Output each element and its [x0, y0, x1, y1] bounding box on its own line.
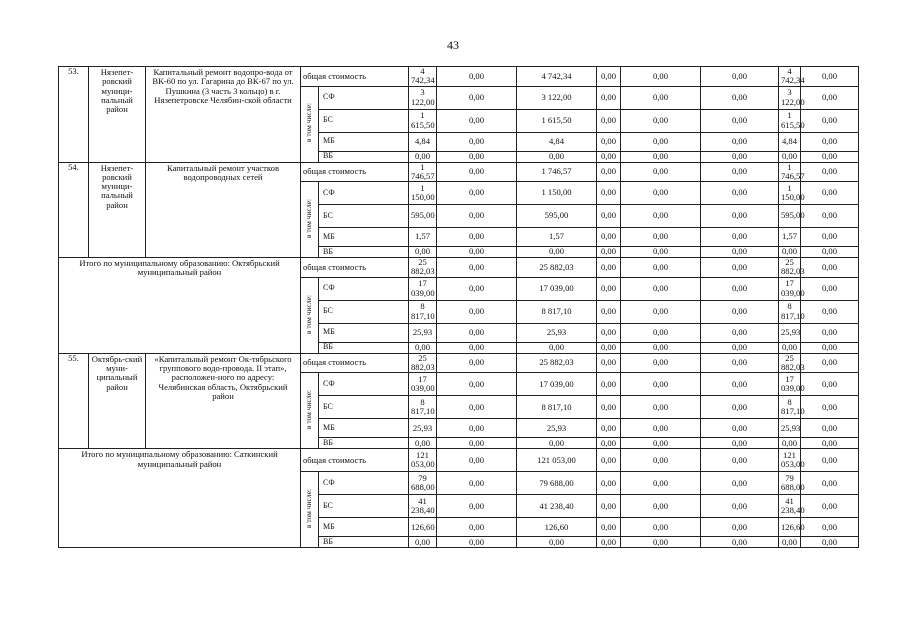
value-cell: 0,00	[801, 537, 859, 548]
value-cell: 0,00	[409, 438, 437, 449]
value-cell: 0,00	[621, 323, 701, 342]
value-cell: 0,00	[437, 228, 517, 247]
value-cell: 41 238,40	[779, 495, 801, 518]
value-cell: 0,00	[621, 419, 701, 438]
value-cell: 0,00	[701, 419, 779, 438]
source-label: ВБ	[319, 438, 409, 449]
value-cell: 0,00	[437, 323, 517, 342]
value-cell: 0,00	[437, 247, 517, 258]
value-cell: 17 039,00	[779, 373, 801, 396]
source-label: СФ	[319, 472, 409, 495]
value-cell: 0,00	[701, 247, 779, 258]
value-cell: 0,00	[701, 277, 779, 300]
value-cell: 0,00	[779, 537, 801, 548]
source-label: ВБ	[319, 151, 409, 162]
value-cell: 595,00	[779, 205, 801, 228]
value-cell: 0,00	[597, 373, 621, 396]
source-label: МБ	[319, 228, 409, 247]
value-cell: 126,60	[517, 518, 597, 537]
value-cell: 0,00	[801, 373, 859, 396]
value-cell: 17 039,00	[779, 277, 801, 300]
value-cell: 126,60	[409, 518, 437, 537]
value-cell: 121 053,00	[517, 449, 597, 472]
value-cell: 0,00	[597, 258, 621, 278]
value-cell: 0,00	[801, 438, 859, 449]
in-that-number-label	[301, 182, 319, 258]
source-label: СФ	[319, 182, 409, 205]
value-cell: 0,00	[801, 132, 859, 151]
value-cell: 8 817,10	[779, 396, 801, 419]
value-cell: 0,00	[409, 537, 437, 548]
source-label: БС	[319, 396, 409, 419]
value-cell: 0,00	[801, 419, 859, 438]
value-cell: 0,00	[437, 438, 517, 449]
value-cell: 17 039,00	[409, 373, 437, 396]
cost-label: общая стоимость	[301, 67, 409, 87]
value-cell: 0,00	[701, 151, 779, 162]
value-cell: 0,00	[517, 151, 597, 162]
value-cell: 0,00	[621, 373, 701, 396]
value-cell: 0,00	[701, 258, 779, 278]
in-that-number-label	[301, 86, 319, 162]
financing-table	[58, 66, 859, 548]
value-cell: 4 742,34	[517, 67, 597, 87]
value-cell: 0,00	[801, 151, 859, 162]
value-cell: 0,00	[597, 472, 621, 495]
value-cell: 0,00	[621, 182, 701, 205]
value-cell: 0,00	[597, 182, 621, 205]
cost-label: общая стоимость	[301, 353, 409, 373]
value-cell: 0,00	[437, 518, 517, 537]
value-cell: 0,00	[701, 342, 779, 353]
in-that-number-label	[301, 277, 319, 353]
total-row	[59, 258, 859, 278]
page-number: 43	[447, 38, 459, 52]
project-description: Капитальный ремонт участков водопроводных сетей	[146, 162, 301, 258]
value-cell: 0,00	[701, 449, 779, 472]
cost-label: общая стоимость	[301, 449, 409, 472]
value-cell: 3 122,00	[779, 86, 801, 109]
value-cell: 0,00	[801, 323, 859, 342]
item-number: 55.	[59, 353, 89, 449]
value-cell: 0,00	[701, 537, 779, 548]
value-cell: 0,00	[409, 247, 437, 258]
value-cell: 0,00	[597, 396, 621, 419]
value-cell: 0,00	[621, 518, 701, 537]
value-cell: 0,00	[597, 151, 621, 162]
source-label: ВБ	[319, 342, 409, 353]
source-label: ВБ	[319, 247, 409, 258]
value-cell: 0,00	[801, 228, 859, 247]
value-cell: 0,00	[801, 277, 859, 300]
value-cell: 1 746,57	[517, 162, 597, 182]
value-cell: 0,00	[701, 162, 779, 182]
value-cell: 1 615,50	[779, 109, 801, 132]
value-cell: 0,00	[701, 323, 779, 342]
value-cell: 0,00	[621, 472, 701, 495]
value-cell: 0,00	[779, 247, 801, 258]
vertical-label-text: в том числе:	[304, 198, 314, 239]
value-cell: 0,00	[701, 472, 779, 495]
value-cell: 17 039,00	[517, 277, 597, 300]
value-cell: 0,00	[597, 300, 621, 323]
value-cell: 0,00	[621, 396, 701, 419]
value-cell: 0,00	[701, 495, 779, 518]
value-cell: 0,00	[597, 449, 621, 472]
value-cell: 0,00	[701, 205, 779, 228]
value-cell: 0,00	[701, 132, 779, 151]
value-cell: 0,00	[597, 419, 621, 438]
value-cell: 0,00	[437, 109, 517, 132]
value-cell: 1,57	[517, 228, 597, 247]
in-that-number-label	[301, 472, 319, 548]
value-cell: 0,00	[517, 438, 597, 449]
value-cell: 0,00	[801, 495, 859, 518]
value-cell: 25 882,03	[517, 258, 597, 278]
value-cell: 0,00	[621, 205, 701, 228]
value-cell: 3 122,00	[517, 86, 597, 109]
value-cell: 0,00	[701, 396, 779, 419]
value-cell: 0,00	[597, 205, 621, 228]
total-label: Итого по муниципальному образованию: Октябрьский муниципальный район	[59, 258, 301, 354]
value-cell: 0,00	[597, 353, 621, 373]
value-cell: 1 615,50	[409, 109, 437, 132]
vertical-label-text: в том числе:	[304, 294, 314, 334]
value-cell: 0,00	[437, 537, 517, 548]
vertical-label-text: в том числе:	[304, 489, 314, 529]
value-cell: 1 746,57	[779, 162, 801, 182]
value-cell: 1 150,00	[779, 182, 801, 205]
project-description: «Капитальный ремонт Ок-тябрьского группового водо-провода. II этап», расположен-ного по адресу: Челябинская область, Октябрьский район	[146, 353, 301, 449]
value-cell: 0,00	[621, 495, 701, 518]
source-label: БС	[319, 495, 409, 518]
value-cell: 0,00	[597, 518, 621, 537]
value-cell: 0,00	[437, 396, 517, 419]
value-cell: 25,93	[517, 323, 597, 342]
value-cell: 0,00	[801, 353, 859, 373]
value-cell: 0,00	[701, 228, 779, 247]
value-cell: 595,00	[409, 205, 437, 228]
value-cell: 121 053,00	[409, 449, 437, 472]
value-cell: 1 150,00	[409, 182, 437, 205]
value-cell: 25 882,03	[779, 353, 801, 373]
value-cell: 0,00	[437, 419, 517, 438]
value-cell: 0,00	[801, 162, 859, 182]
value-cell: 4,84	[779, 132, 801, 151]
value-cell: 0,00	[701, 438, 779, 449]
value-cell: 121 053,00	[779, 449, 801, 472]
value-cell: 25 882,03	[409, 353, 437, 373]
value-cell: 0,00	[621, 438, 701, 449]
value-cell: 0,00	[437, 277, 517, 300]
value-cell: 0,00	[621, 247, 701, 258]
value-cell: 25 882,03	[409, 258, 437, 278]
value-cell: 1 615,50	[517, 109, 597, 132]
value-cell: 0,00	[701, 109, 779, 132]
value-cell: 0,00	[517, 342, 597, 353]
value-cell: 0,00	[701, 353, 779, 373]
source-label: МБ	[319, 518, 409, 537]
value-cell: 0,00	[437, 342, 517, 353]
value-cell: 0,00	[801, 109, 859, 132]
total-row	[59, 449, 859, 472]
value-cell: 0,00	[437, 86, 517, 109]
value-cell: 0,00	[779, 342, 801, 353]
value-cell: 0,00	[621, 132, 701, 151]
value-cell: 0,00	[779, 151, 801, 162]
value-cell: 0,00	[409, 151, 437, 162]
value-cell: 0,00	[597, 277, 621, 300]
value-cell: 0,00	[437, 132, 517, 151]
value-cell: 25,93	[517, 419, 597, 438]
value-cell: 0,00	[437, 162, 517, 182]
value-cell: 79 688,00	[517, 472, 597, 495]
value-cell: 0,00	[801, 182, 859, 205]
value-cell: 8 817,10	[409, 300, 437, 323]
value-cell: 0,00	[621, 258, 701, 278]
value-cell: 0,00	[597, 86, 621, 109]
value-cell: 25,93	[779, 419, 801, 438]
table-row	[59, 67, 859, 87]
value-cell: 0,00	[437, 151, 517, 162]
value-cell: 0,00	[597, 438, 621, 449]
value-cell: 4 742,34	[779, 67, 801, 87]
value-cell: 0,00	[701, 86, 779, 109]
source-label: СФ	[319, 373, 409, 396]
value-cell: 0,00	[701, 182, 779, 205]
value-cell: 0,00	[701, 373, 779, 396]
value-cell: 0,00	[801, 449, 859, 472]
value-cell: 25 882,03	[517, 353, 597, 373]
value-cell: 0,00	[621, 109, 701, 132]
value-cell: 0,00	[437, 182, 517, 205]
value-cell: 0,00	[437, 205, 517, 228]
source-label: МБ	[319, 132, 409, 151]
value-cell: 0,00	[437, 67, 517, 87]
value-cell: 8 817,10	[409, 396, 437, 419]
value-cell: 0,00	[621, 162, 701, 182]
value-cell: 79 688,00	[409, 472, 437, 495]
value-cell: 0,00	[621, 353, 701, 373]
value-cell: 0,00	[437, 353, 517, 373]
value-cell: 0,00	[779, 438, 801, 449]
value-cell: 0,00	[701, 67, 779, 87]
value-cell: 25 882,03	[779, 258, 801, 278]
value-cell: 0,00	[801, 205, 859, 228]
value-cell: 0,00	[597, 537, 621, 548]
value-cell: 0,00	[801, 247, 859, 258]
value-cell: 0,00	[621, 537, 701, 548]
value-cell: 0,00	[801, 86, 859, 109]
source-label: ВБ	[319, 537, 409, 548]
value-cell: 0,00	[597, 162, 621, 182]
value-cell: 0,00	[597, 228, 621, 247]
value-cell: 17 039,00	[409, 277, 437, 300]
value-cell: 0,00	[597, 247, 621, 258]
total-label: Итого по муниципальному образованию: Саткинский муниципальный район	[59, 449, 301, 548]
value-cell: 0,00	[621, 342, 701, 353]
value-cell: 41 238,40	[409, 495, 437, 518]
value-cell: 0,00	[621, 67, 701, 87]
value-cell: 1 746,57	[409, 162, 437, 182]
value-cell: 0,00	[597, 67, 621, 87]
value-cell: 1,57	[409, 228, 437, 247]
value-cell: 0,00	[597, 109, 621, 132]
value-cell: 0,00	[597, 342, 621, 353]
value-cell: 0,00	[437, 373, 517, 396]
item-number: 53.	[59, 67, 89, 163]
source-label: МБ	[319, 323, 409, 342]
value-cell: 0,00	[621, 86, 701, 109]
value-cell: 0,00	[517, 247, 597, 258]
value-cell: 4,84	[517, 132, 597, 151]
value-cell: 3 122,00	[409, 86, 437, 109]
in-that-number-label	[301, 373, 319, 449]
value-cell: 0,00	[801, 300, 859, 323]
value-cell: 4 742,34	[409, 67, 437, 87]
source-label: МБ	[319, 419, 409, 438]
value-cell: 17 039,00	[517, 373, 597, 396]
value-cell: 0,00	[621, 449, 701, 472]
source-label: БС	[319, 109, 409, 132]
table-row	[59, 162, 859, 182]
item-number: 54.	[59, 162, 89, 258]
value-cell: 0,00	[437, 472, 517, 495]
value-cell: 126,60	[779, 518, 801, 537]
value-cell: 0,00	[517, 537, 597, 548]
value-cell: 1 150,00	[517, 182, 597, 205]
value-cell: 1,57	[779, 228, 801, 247]
source-label: БС	[319, 205, 409, 228]
value-cell: 0,00	[409, 342, 437, 353]
value-cell: 4,84	[409, 132, 437, 151]
value-cell: 0,00	[437, 258, 517, 278]
value-cell: 8 817,10	[517, 396, 597, 419]
value-cell: 0,00	[801, 258, 859, 278]
value-cell: 25,93	[409, 419, 437, 438]
value-cell: 0,00	[597, 323, 621, 342]
cost-label: общая стоимость	[301, 162, 409, 182]
value-cell: 79 688,00	[779, 472, 801, 495]
value-cell: 25,93	[779, 323, 801, 342]
value-cell: 0,00	[621, 151, 701, 162]
value-cell: 41 238,40	[517, 495, 597, 518]
value-cell: 0,00	[621, 300, 701, 323]
source-label: СФ	[319, 277, 409, 300]
value-cell: 0,00	[701, 300, 779, 323]
cost-label: общая стоимость	[301, 258, 409, 278]
value-cell: 0,00	[801, 518, 859, 537]
vertical-label-text: в том числе:	[304, 103, 314, 143]
value-cell: 0,00	[801, 472, 859, 495]
project-description: Капитальный ремонт водопро-вода от ВК-60 по ул. Гагарина до ВК-67 по ул. Пушкина (3 часть 3 кольцо) в г. Нязепетровске Челябин-ской области	[146, 67, 301, 163]
value-cell: 0,00	[801, 67, 859, 87]
value-cell: 8 817,10	[517, 300, 597, 323]
table-row	[59, 353, 859, 373]
vertical-label-text: в том числе:	[304, 390, 314, 430]
value-cell: 0,00	[597, 495, 621, 518]
source-label: СФ	[319, 86, 409, 109]
value-cell: 0,00	[621, 277, 701, 300]
value-cell: 0,00	[801, 396, 859, 419]
value-cell: 0,00	[621, 228, 701, 247]
value-cell: 0,00	[437, 495, 517, 518]
value-cell: 25,93	[409, 323, 437, 342]
value-cell: 0,00	[597, 132, 621, 151]
value-cell: 0,00	[437, 449, 517, 472]
value-cell: 0,00	[437, 300, 517, 323]
value-cell: 8 817,10	[779, 300, 801, 323]
value-cell: 0,00	[801, 342, 859, 353]
value-cell: 595,00	[517, 205, 597, 228]
value-cell: 0,00	[701, 518, 779, 537]
municipality-name: Октябрь-ский муни-ципальный район	[89, 353, 146, 449]
municipality-name: Нязепет-ровский муници-пальный район	[89, 162, 146, 258]
municipality-name: Нязепет-ровский муници-пальный район	[89, 67, 146, 163]
source-label: БС	[319, 300, 409, 323]
